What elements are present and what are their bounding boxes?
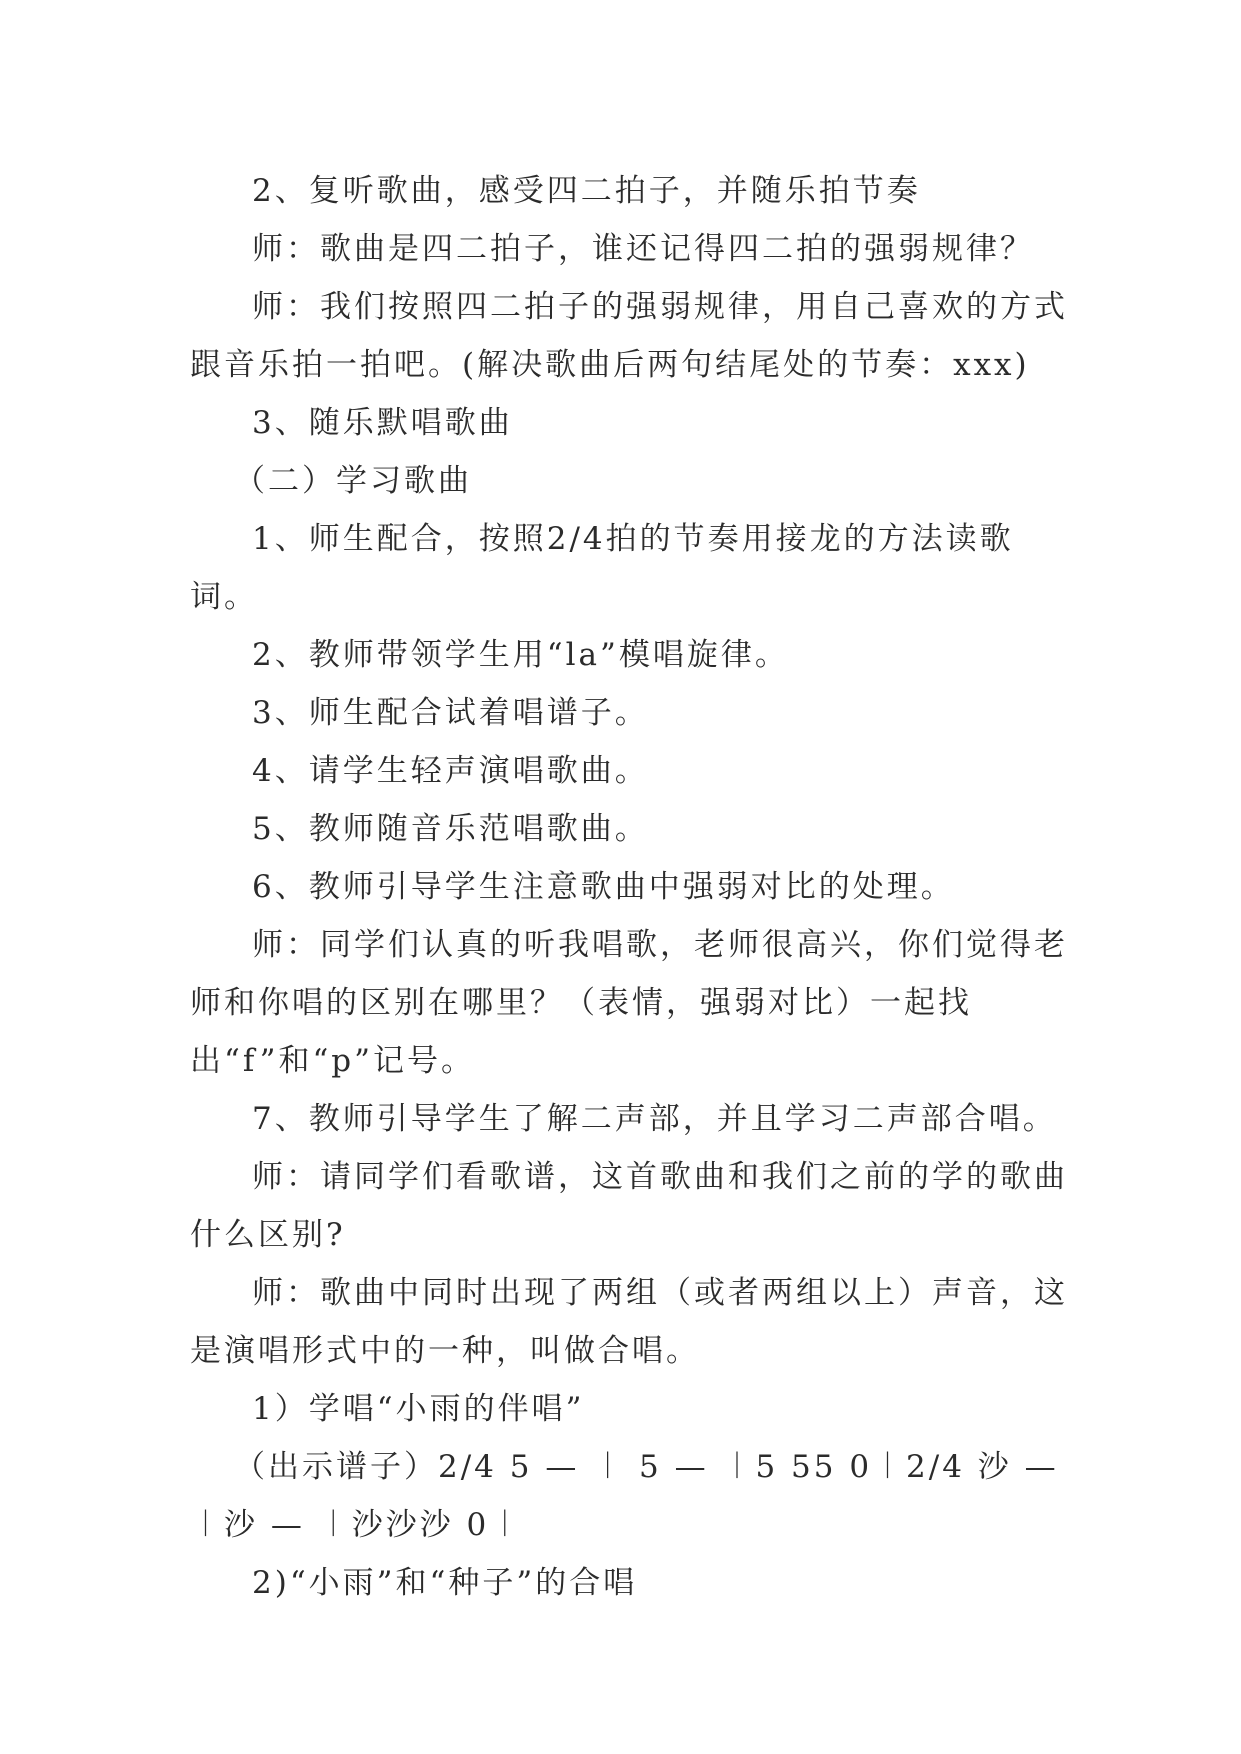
document-body: [190, 162, 1070, 1612]
paragraph-step-1-read-lyrics: 1、师生配合，按照2/4拍的节奏用接龙的方法读歌词。: [190, 521, 1014, 615]
paragraph-step-2-hum-melody: 2、教师带领学生用“la”模唱旋律。: [252, 637, 789, 673]
paragraph-teacher-look-score: 师：请同学们看歌谱，这首歌曲和我们之前的学的歌曲什么区别?: [190, 1159, 1068, 1253]
paragraph-score-notation: （出示谱子）2/4 5 — ︱ 5 — ︱5 55 0︱2/4 沙 — ︱沙 — ︱沙沙沙 0︱: [190, 1449, 1059, 1543]
paragraph-step-2-listen-again: 2、复听歌曲，感受四二拍子，并随乐拍节奏: [252, 173, 921, 209]
paragraph-teacher-difference: 师：同学们认真的听我唱歌，老师很高兴，你们觉得老师和你唱的区别在哪里？（表情，强弱对比）一起找出“f”和“p”记号。: [190, 927, 1068, 1079]
paragraph-step-3-sing-score: 3、师生配合试着唱谱子。: [252, 695, 649, 731]
paragraph-step-6-dynamics: 6、教师引导学生注意歌曲中强弱对比的处理。: [252, 869, 955, 905]
paragraph-sub-2-chorus: 2)“小雨”和“种子”的合唱: [252, 1565, 638, 1601]
section-heading-learn-song: （二）学习歌曲: [234, 463, 472, 499]
paragraph-teacher-question-beat: 师：歌曲是四二拍子，谁还记得四二拍的强弱规律？: [252, 231, 1034, 267]
paragraph-sub-1-rain-accompaniment: 1）学唱“小雨的伴唱”: [252, 1391, 585, 1427]
paragraph-step-3-silent-sing: 3、随乐默唱歌曲: [252, 405, 513, 441]
paragraph-step-5-demo-sing: 5、教师随音乐范唱歌曲。: [252, 811, 649, 847]
paragraph-teacher-clap-along: 师：我们按照四二拍子的强弱规律，用自己喜欢的方式跟音乐拍一拍吧。(解决歌曲后两句结尾处的节奏：xxx): [190, 289, 1068, 383]
paragraph-step-7-two-parts: 7、教师引导学生了解二声部，并且学习二声部合唱。: [252, 1101, 1057, 1137]
paragraph-teacher-chorus: 师：歌曲中同时出现了两组（或者两组以上）声音，这是演唱形式中的一种，叫做合唱。: [190, 1275, 1068, 1369]
paragraph-step-4-soft-sing: 4、请学生轻声演唱歌曲。: [252, 753, 649, 789]
